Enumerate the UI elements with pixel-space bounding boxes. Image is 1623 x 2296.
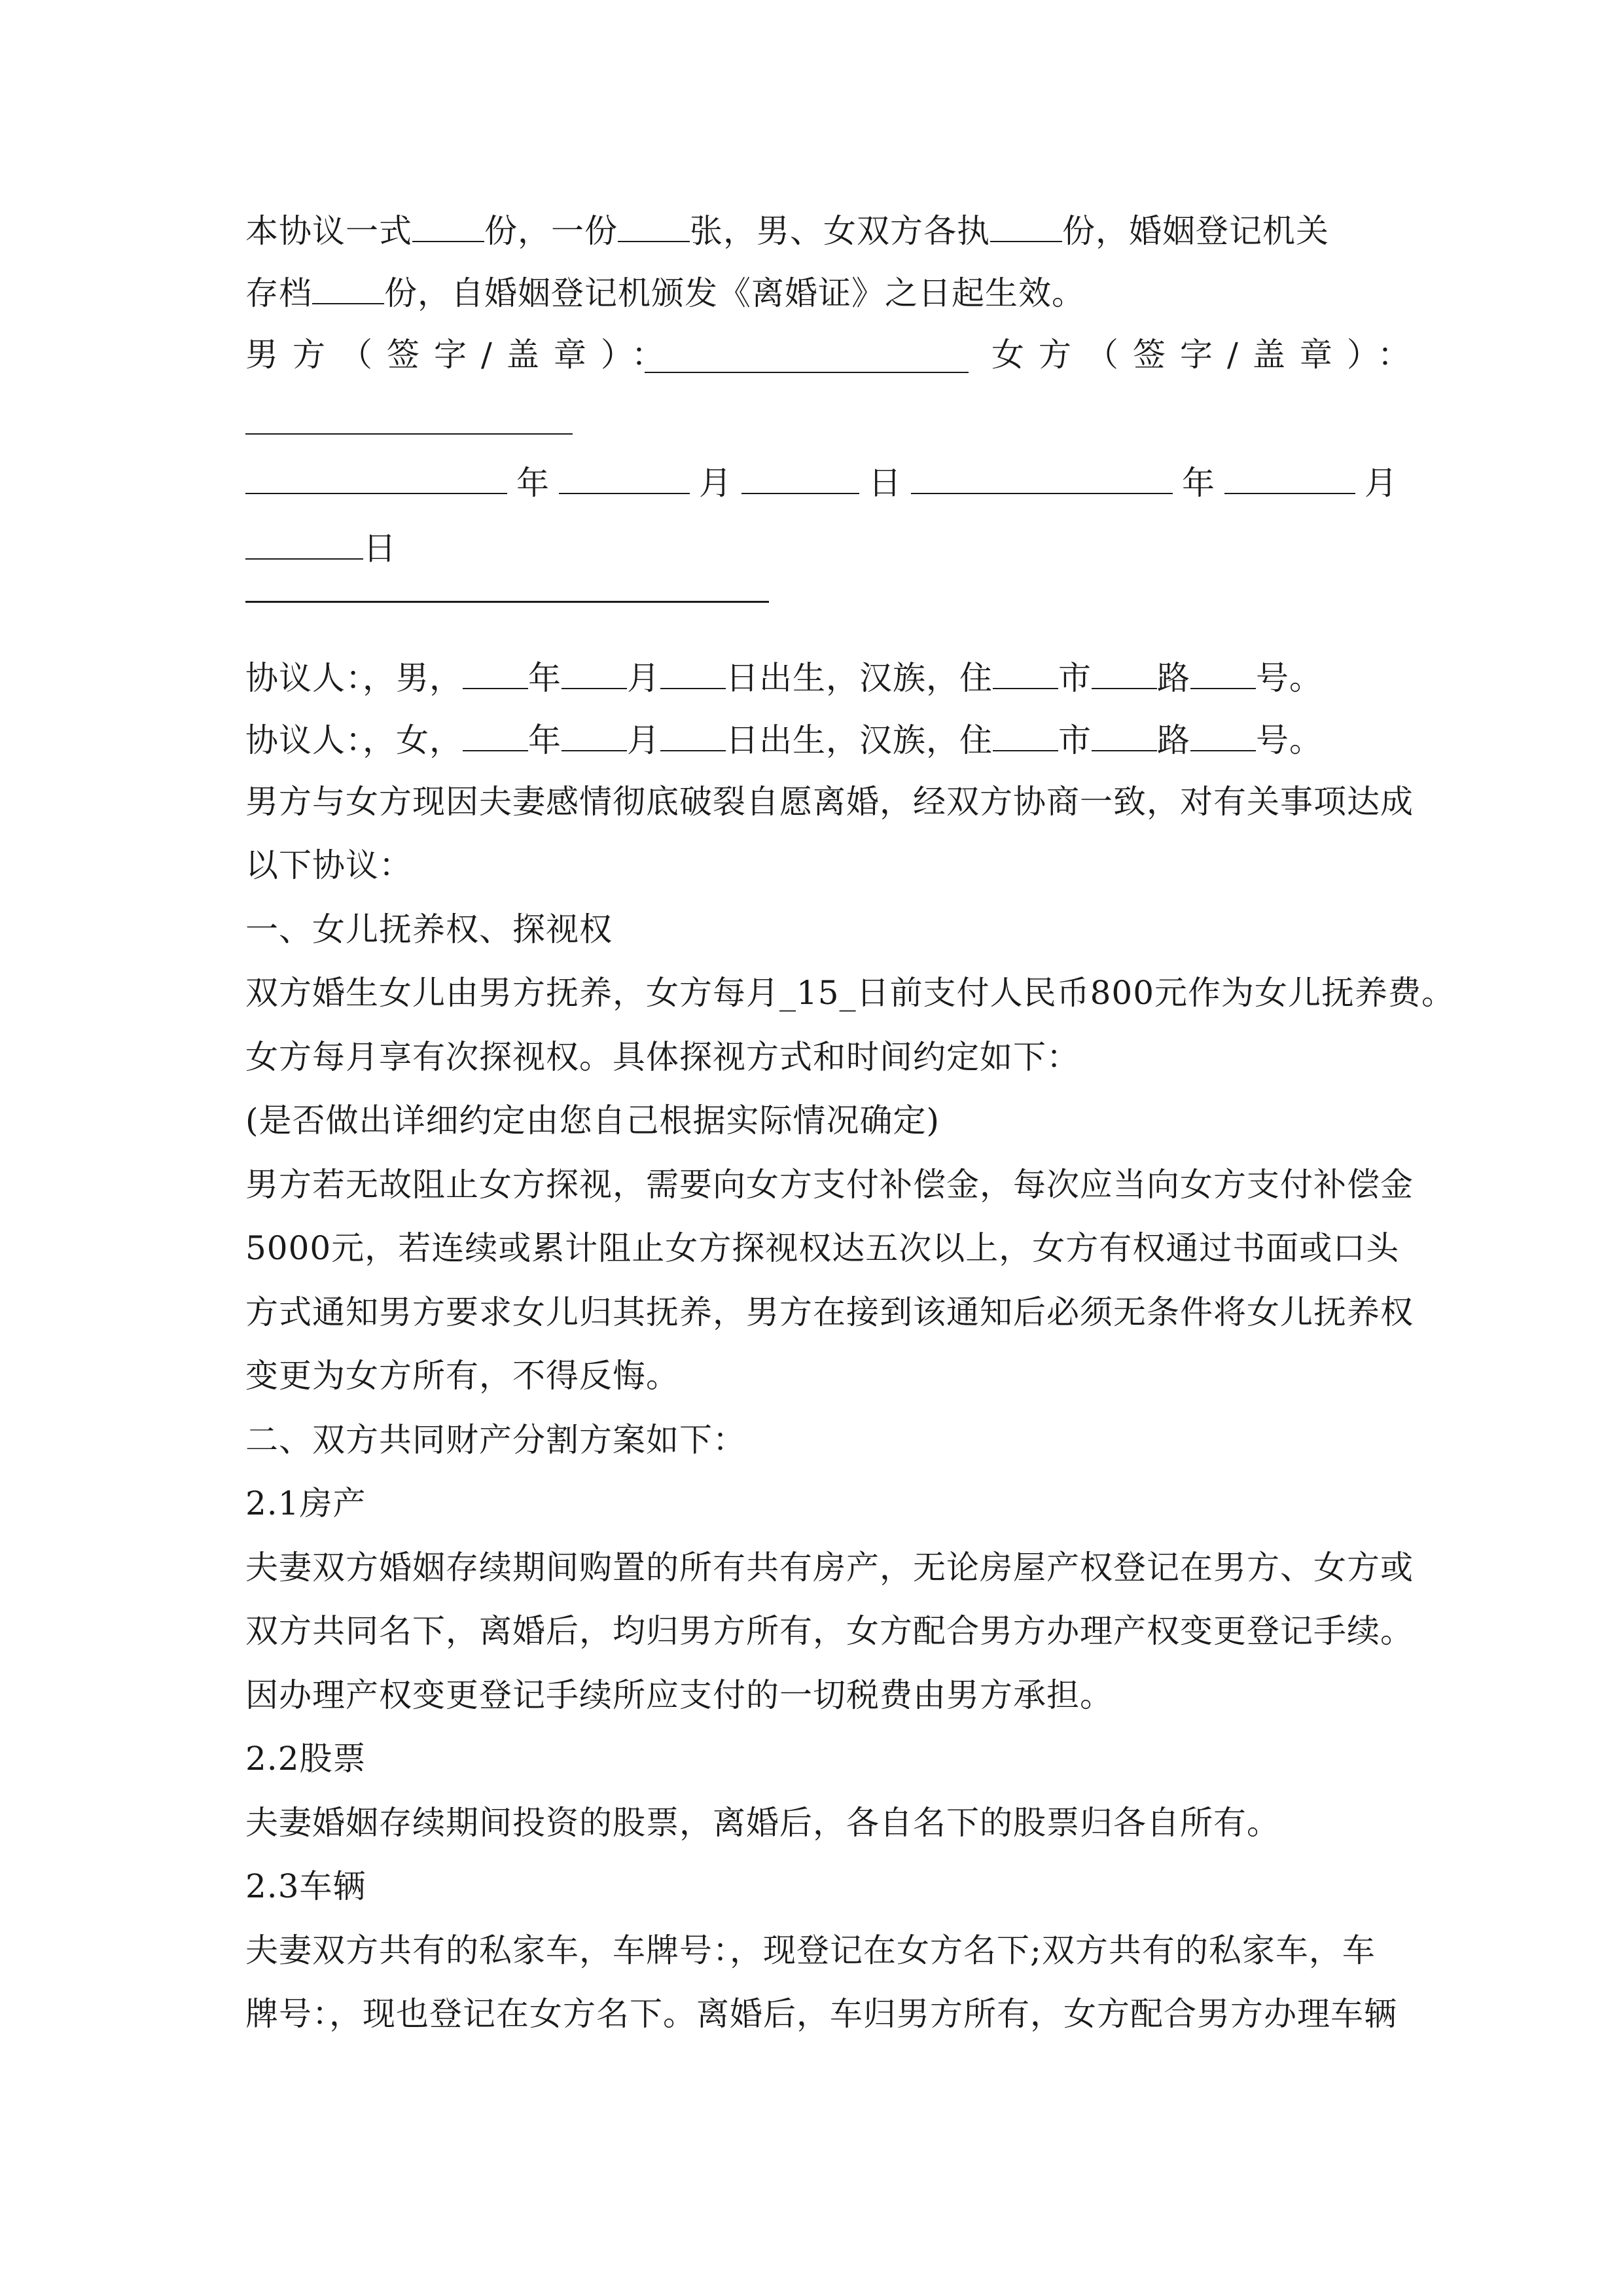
blank-male-day [741, 461, 859, 494]
intro-line-2: 以下协议： [245, 846, 412, 884]
blank-each-party [990, 209, 1062, 242]
male-signature-blank [645, 372, 969, 373]
section-1-para-2: 女方每月享有次探视权。具体探视方式和时间约定如下： [245, 1038, 1080, 1076]
blank-archive-copies [312, 272, 384, 304]
subsection-2-3-para-1: 夫妻双方共有的私家车，车牌号：，现登记在女方名下;双方共有的私家车，车 [245, 1931, 1376, 1969]
blank-female-day [245, 527, 363, 560]
party-male-month-label: 月 [627, 659, 660, 697]
subsection-2-2-title: 2.2股票 [245, 1740, 366, 1778]
blank-female-birth-day [660, 719, 726, 751]
date-line [245, 461, 1407, 503]
blank-male-birth-day [660, 656, 726, 689]
party-female-born-label: 日出生，汉族，住 [726, 721, 993, 759]
female-year-label: 年 [1182, 464, 1215, 502]
section-1-para-7: 变更为女方所有，不得反悔。 [245, 1357, 679, 1395]
party-male-born-label: 日出生，汉族，住 [726, 659, 993, 697]
copies-text-a: 本协议一式 [245, 212, 412, 250]
blank-male-birth-month [562, 656, 627, 689]
party-female-year-label: 年 [528, 721, 562, 759]
blank-female-year [911, 461, 1173, 494]
copies-clause-line-1 [245, 209, 1329, 251]
section-1-para-5: 5000元，若连续或累计阻止女方探视权达五次以上，女方有权通过书面或口头 [245, 1229, 1400, 1267]
party-female-no-label: 号。 [1256, 721, 1323, 759]
female-day-label: 日 [363, 529, 397, 567]
blank-male-year [245, 461, 507, 494]
copies-text-e: 存档 [245, 274, 312, 312]
section-1-para-3: (是否做出详细约定由您自己根据实际情况确定) [245, 1102, 940, 1139]
male-year-label: 年 [516, 464, 550, 502]
section-1-title: 一、女儿抚养权、探视权 [245, 910, 613, 948]
date-line-2 [245, 527, 397, 568]
signature-male-label: 男方（签字/盖章）： [245, 336, 679, 374]
party-male-city-label: 市 [1058, 659, 1092, 697]
copies-text-d: 份，婚姻登记机关 [1062, 212, 1329, 250]
blank-female-birth-year [463, 719, 528, 751]
section-1-para-4: 男方若无故阻止女方探视，需要向女方支付补偿金，每次应当向女方支付补偿金 [245, 1166, 1414, 1204]
blank-male-road [1092, 656, 1157, 689]
male-day-label: 日 [868, 464, 902, 502]
subsection-2-1-title: 2.1房产 [245, 1484, 366, 1522]
copies-clause-line-2 [245, 272, 1085, 313]
blank-copies-total [412, 209, 484, 242]
blank-male-number [1190, 656, 1256, 689]
subsection-2-1-para-2: 双方共同名下，离婚后，均归男方所有，女方配合男方办理产权变更登记手续。 [245, 1612, 1414, 1650]
party-male-year-label: 年 [528, 659, 562, 697]
blank-female-city [993, 719, 1058, 751]
blank-male-month [559, 461, 690, 494]
party-female-month-label: 月 [627, 721, 660, 759]
blank-female-number [1190, 719, 1256, 751]
party-female-line [245, 719, 1323, 760]
blank-female-month [1224, 461, 1355, 494]
blank-pages [618, 209, 690, 242]
subsection-2-3-title: 2.3车辆 [245, 1867, 366, 1905]
party-male-road-label: 路 [1157, 659, 1190, 697]
blank-female-birth-month [562, 719, 627, 751]
blank-male-city [993, 656, 1058, 689]
subsection-2-1-para-3: 因办理产权变更登记手续所应支付的一切税费由男方承担。 [245, 1676, 1113, 1714]
party-male-prefix: 协议人：，男， [245, 659, 463, 697]
copies-text-c: 张，男、女双方各执 [690, 212, 990, 250]
copies-text-f: 份，自婚姻登记机颁发《离婚证》之日起生效。 [384, 274, 1085, 312]
blank-male-birth-year [463, 656, 528, 689]
section-2-title: 二、双方共同财产分割方案如下： [245, 1421, 746, 1459]
party-male-no-label: 号。 [1256, 659, 1323, 697]
section-separator [245, 601, 769, 603]
copies-text-b: 份，一份 [484, 212, 618, 250]
female-month-label: 月 [1364, 464, 1398, 502]
male-month-label: 月 [699, 464, 732, 502]
party-female-city-label: 市 [1058, 721, 1092, 759]
section-1-para-6: 方式通知男方要求女儿归其抚养，男方在接到该通知后必须无条件将女儿抚养权 [245, 1293, 1414, 1331]
party-female-road-label: 路 [1157, 721, 1190, 759]
party-female-prefix: 协议人：，女， [245, 721, 463, 759]
blank-female-road [1092, 719, 1157, 751]
subsection-2-2-para-1: 夫妻婚姻存续期间投资的股票，离婚后，各自名下的股票归各自所有。 [245, 1804, 1280, 1842]
female-signature-blank [245, 433, 573, 435]
intro-line-1: 男方与女方现因夫妻感情彻底破裂自愿离婚，经双方协商一致，对有关事项达成 [245, 783, 1414, 821]
subsection-2-1-para-1: 夫妻双方婚姻存续期间购置的所有共有房产，无论房屋产权登记在男方、女方或 [245, 1549, 1414, 1587]
subsection-2-3-para-2: 牌号：，现也登记在女方名下。离婚后，车归男方所有，女方配合男方办理车辆 [245, 1995, 1397, 2033]
signature-female-label: 女方（签字/盖章）： [991, 336, 1425, 374]
section-1-para-1: 双方婚生女儿由男方抚养，女方每月_15_日前支付人民币800元作为女儿抚养费。 [245, 974, 1455, 1012]
party-male-line [245, 656, 1323, 698]
